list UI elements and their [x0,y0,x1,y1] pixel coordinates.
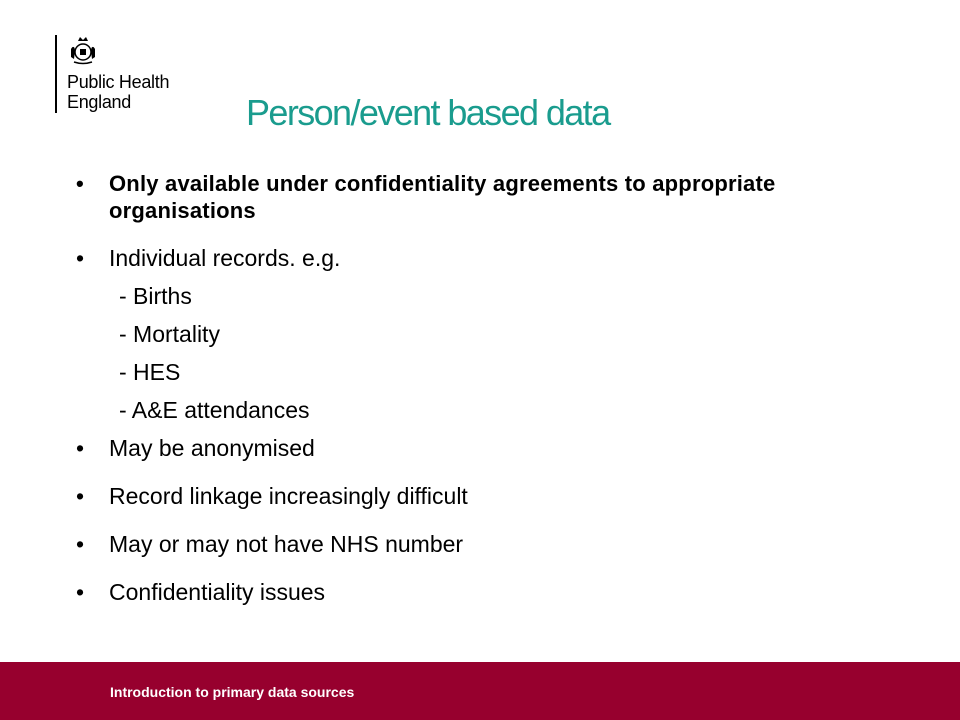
sub-item: - Births [119,283,192,309]
sub-item: - Mortality [119,321,220,347]
bullet-text: Only available under confidentiality agreements to appropriate organisations [109,171,776,223]
bullet-item [76,170,896,224]
logo-line-1: Public Health [67,72,170,92]
bullet-item [76,482,896,510]
slide-title: Person/event based data [246,92,610,133]
sub-item: - HES [119,359,181,385]
bullet-item [76,434,896,462]
bullet-list [76,170,896,626]
royal-crest-icon [68,35,98,65]
phe-logo [55,35,205,120]
bullet-text: May or may not have NHS number [109,531,464,557]
bullet-item [76,244,896,424]
bullet-dot-icon: • [76,245,85,271]
footer-bar [0,662,960,720]
bullet-text: Record linkage increasingly difficult [109,483,468,509]
footer-text: Introduction to primary data sources [110,684,355,700]
bullet-dot-icon: • [76,435,85,461]
bullet-dot-icon: • [76,531,85,557]
bullet-text: Confidentiality issues [109,579,326,605]
sub-list [109,282,896,424]
bullet-text: May be anonymised [109,435,315,461]
logo-text [67,72,169,112]
logo-divider [55,35,57,113]
sub-item: - A&E attendances [119,397,310,423]
bullet-text: Individual records. e.g. [109,245,341,271]
bullet-item [76,530,896,558]
bullet-dot-icon: • [76,579,85,605]
logo-line-2: England [67,92,131,112]
bullet-item [76,578,896,606]
bullet-dot-icon: • [76,171,84,196]
bullet-dot-icon: • [76,483,85,509]
